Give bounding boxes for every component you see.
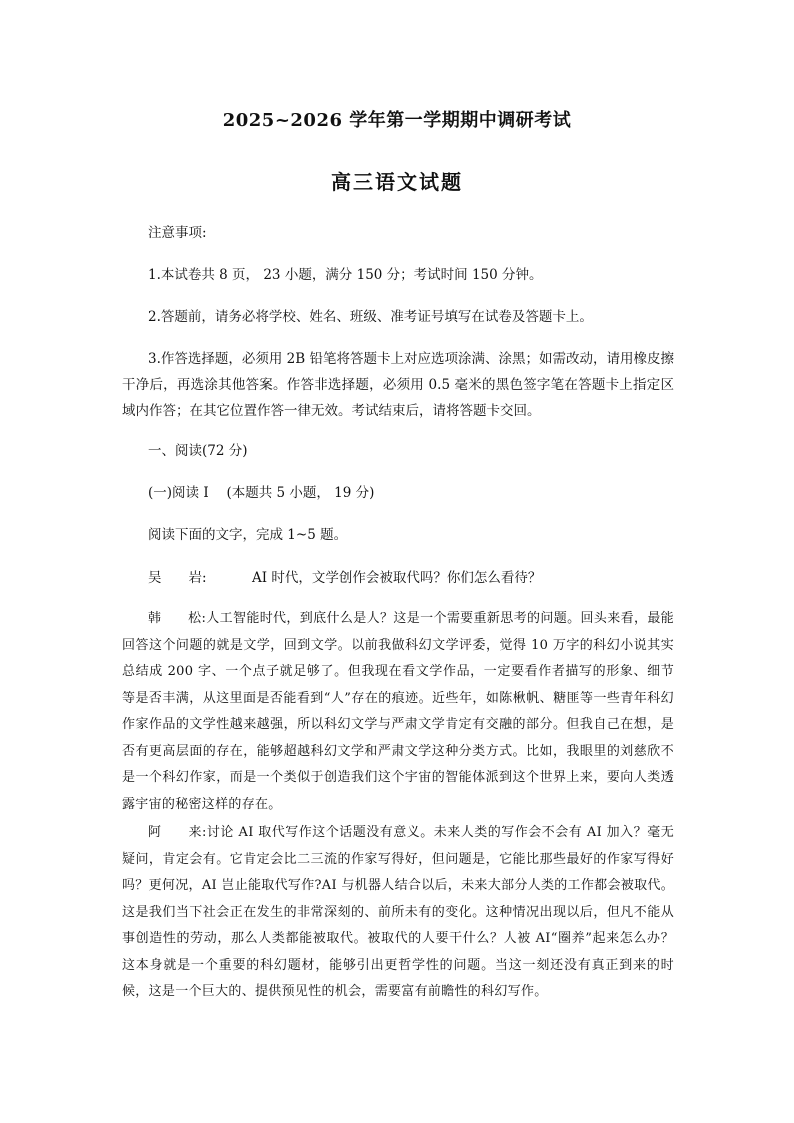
answer-a-lai: [122, 820, 674, 1006]
question-text: AI 时代，文学创作会被取代吗？你们怎么看待？: [252, 570, 542, 586]
notice-heading: 注意事项:: [148, 225, 207, 241]
answer-han-song: [122, 606, 674, 818]
notice-item-2: 2.答题前，请务必将学校、姓名、班级、准考证号填写在试卷及答题卡上。: [148, 309, 593, 325]
reading-instruction: 阅读下面的文字，完成 1~5 题。: [148, 527, 348, 543]
notice-item-1: 1.本试卷共 8 页， 23 小题，满分 150 分；考试时间 150 分钟。: [148, 267, 543, 283]
speaker-han-song: 韩 松:: [148, 611, 207, 626]
speaker-wu-yan: 吴 岩:: [148, 570, 207, 586]
speaker-a-lai: 阿 来:: [148, 825, 207, 840]
answer-han-song-text: 人工智能时代，到底什么是人？这是一个需要重新思考的问题。回头来看，最能回答这个问题的就是文学，回到文学。以前我做科幻文学评委，觉得 10 万字的科幻小说其实总结成 200 字、一个点子就足够了。但我现在看文学作品，一定要看作者描写的形象、细节等是否丰满，从这里面是否能看到“人”存在的痕迹。近些年，如陈楸帆、糖匪等一些青年科幻作家作品的文学性越来越强，所以科幻文学与严肃文学肯定有交融的部分。但我自己在想，是否有更高层面的存在，能够超越科幻文学和严肃文学这种分类方式。比如，我眼里的刘慈欣不是一个科幻作家，而是一个类似于创造我们这个宇宙的智能体派到这个世界上来，要向人类透露宇宙的秘密这样的存在。: [122, 611, 674, 812]
section-heading: 一、阅读(72 分): [148, 443, 248, 459]
answer-a-lai-text: 讨论 AI 取代写作这个话题没有意义。未来人类的写作会不会有 AI 加入？毫无疑问，肯定会有。它肯定会比二三流的作家写得好，但问题是，它能比那些最好的作家写得好吗？更何况，AI 岂止能取代写作?AI 与机器人结合以后，未来大部分人类的工作都会被取代。这是我们当下社会正在发生的非常深刻的、前所未有的变化。这种情况出现以后，但凡不能从事创造性的劳动，那么人类都能被取代。被取代的人要干什么？人被 AI“圈养”起来怎么办？这本身就是一个重要的科幻题材，能够引出更哲学性的问题。当这一刻还没有真正到来的时候，这是一个巨大的、提供预见性的机会，需要富有前瞻性的科幻写作。: [122, 825, 674, 999]
dialogue-question: [148, 565, 668, 591]
notice-item-3: 3.作答选择题，必须用 2B 铅笔将答题卡上对应选项涂满、涂黑；如需改动，请用橡皮擦干净后，再选涂其他答案。作答非选择题，必须用 0.5 毫米的黑色签字笔在答题卡上指定区域内作答；在其它位置作答一律无效。考试结束后，请将答题卡交回。: [122, 351, 674, 419]
exam-subtitle: 高三语文试题: [331, 170, 463, 194]
exam-title: 2025~2026 学年第一学期期中调研考试: [222, 110, 572, 131]
section-subheading: (一)阅读 I (本题共 5 小题， 19 分): [148, 485, 375, 501]
